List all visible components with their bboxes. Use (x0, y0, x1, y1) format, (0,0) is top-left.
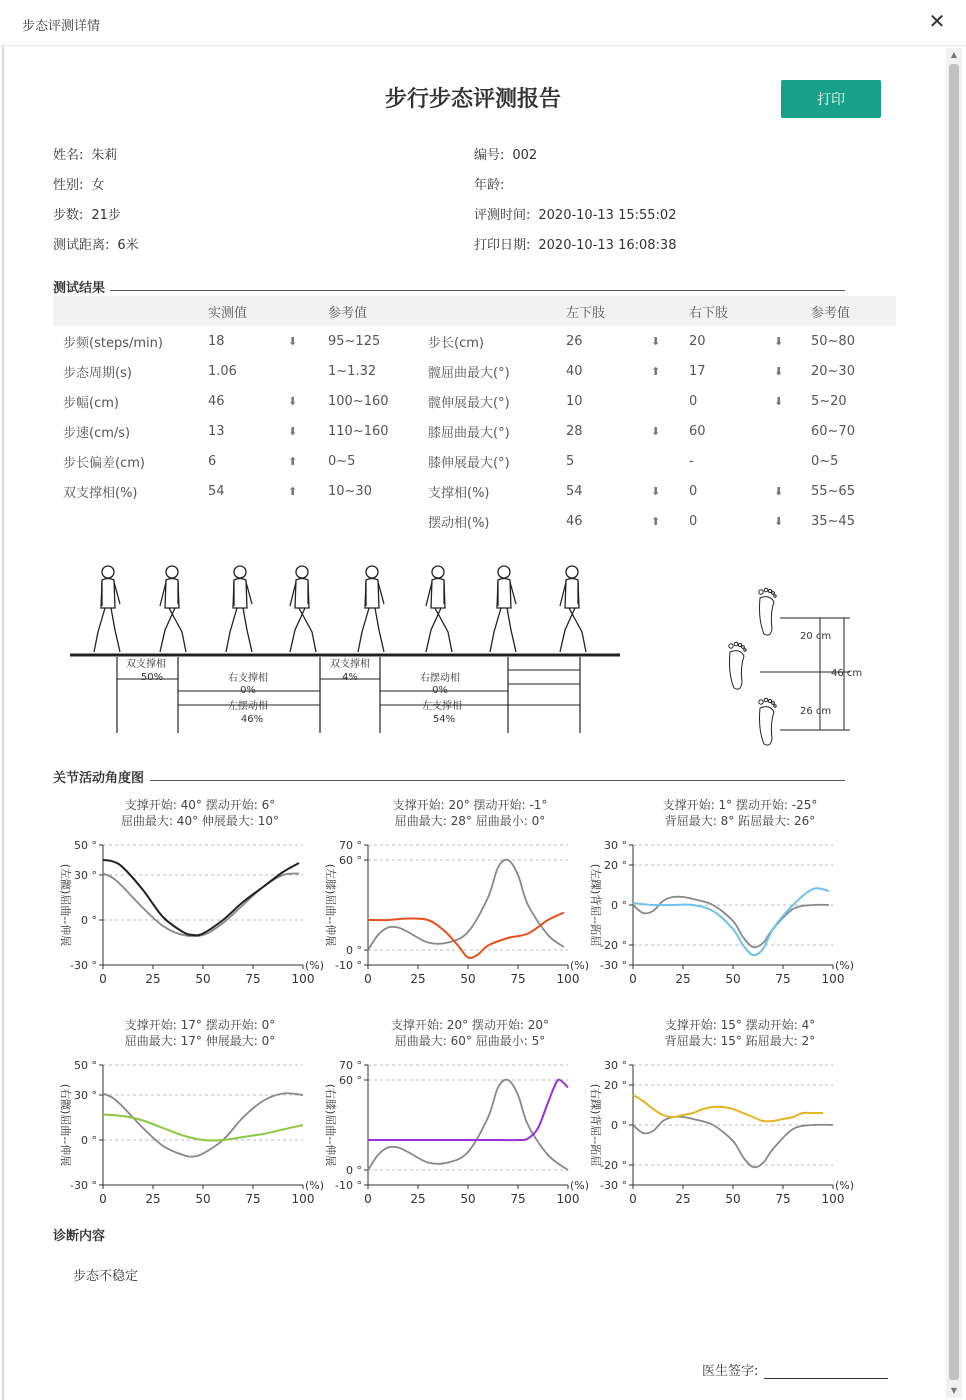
step-top-label: 20 cm (800, 631, 832, 642)
walking-figure (226, 566, 252, 652)
arrow-down-icon: ⬇ (651, 334, 661, 348)
y-tick-label: 0 ° (611, 899, 627, 912)
y-tick-label: -30 ° (600, 959, 627, 972)
print-date-value: 2020-10-13 16:08:38 (538, 238, 677, 253)
y-tick-label: -20 ° (600, 1159, 627, 1172)
x-tick-label: 75 (245, 972, 261, 986)
results-header-cell (288, 296, 328, 326)
arrow-up-icon: ⬆ (651, 514, 661, 528)
gender-label: 性别: (53, 178, 84, 193)
series-line-measured (368, 1080, 568, 1141)
name-label: 姓名: (53, 148, 84, 163)
x-axis-label: (%) (305, 959, 325, 972)
arrow-up-icon: ⬆ (651, 364, 661, 378)
info-gender (53, 174, 104, 193)
y-tick-label: 30 ° (604, 1059, 627, 1072)
x-tick-label: 75 (775, 972, 791, 986)
y-tick-label: 0 ° (611, 1119, 627, 1132)
series-line-measured (633, 1095, 823, 1121)
table-cell: 步长偏差(cm) (63, 455, 145, 471)
right-support-label: 右支撑相 (228, 673, 268, 684)
close-icon[interactable]: ✕ (928, 9, 946, 33)
arrow-down-icon: ⬇ (288, 424, 298, 438)
y-axis-label: (右踝)背屈--跖屈 (589, 1083, 602, 1167)
table-cell: 步速(cm/s) (63, 425, 131, 441)
chart-caption (90, 797, 310, 829)
table-cell: 0 (689, 513, 698, 529)
x-tick-label: 100 (556, 1192, 580, 1206)
distance-label: 测试距离: (53, 238, 110, 253)
doctor-signature (702, 1360, 888, 1379)
table-cell (774, 446, 811, 476)
table-cell: 26 (566, 333, 583, 349)
signature-line[interactable] (764, 1365, 888, 1379)
results-header-row (53, 296, 896, 326)
chart-caption-line2: 屈曲最大: 60° 屈曲最小: 5° (394, 1034, 546, 1048)
double-support-1-value: 50% (140, 672, 164, 683)
info-age (474, 174, 512, 193)
y-tick-label: 20 ° (604, 1079, 627, 1092)
x-tick-label: 75 (510, 972, 526, 986)
id-value: 002 (512, 148, 538, 163)
x-tick-label: 75 (245, 1192, 261, 1206)
table-cell: 13 (208, 423, 225, 439)
x-tick-label: 100 (556, 972, 580, 986)
arrow-down-icon: ⬇ (651, 484, 661, 498)
y-axis-label: (左踝)背屈--跖屈 (589, 863, 602, 947)
chart-caption (90, 1017, 310, 1049)
table-row (53, 326, 896, 356)
table-cell: 0~5 (328, 453, 356, 469)
table-cell: 步长(cm) (428, 335, 484, 351)
y-tick-label: 30 ° (74, 1089, 97, 1102)
table-cell (774, 416, 811, 446)
y-tick-label: 0 ° (81, 1134, 97, 1147)
left-support-value: 54% (432, 714, 456, 725)
joint-angle-chart (580, 835, 855, 1005)
results-header-cell: 右下肢 (689, 296, 774, 326)
y-tick-label: 30 ° (604, 839, 627, 852)
table-cell: 60 (689, 423, 706, 439)
diagnosis-title: 诊断内容 (53, 1229, 106, 1244)
table-cell: 5~20 (811, 393, 847, 409)
footprint-icon (729, 642, 746, 689)
y-tick-label: 0 ° (346, 944, 362, 957)
table-cell: 膝屈曲最大(°) (428, 425, 510, 441)
y-axis-label: (右髋)屈曲--伸展 (59, 1083, 72, 1167)
info-eval-time (474, 204, 676, 223)
info-name (53, 144, 117, 163)
y-tick-label: -30 ° (70, 959, 97, 972)
y-tick-label: -20 ° (600, 939, 627, 952)
walking-figure (160, 566, 186, 652)
arrow-down-icon: ⬇ (774, 364, 784, 378)
info-print-date (474, 234, 676, 253)
table-cell: 1~1.32 (328, 363, 377, 379)
table-cell: 步频(steps/min) (63, 335, 163, 351)
x-tick-label: 0 (364, 1192, 372, 1206)
table-cell (288, 506, 328, 536)
series-line-reference (103, 1093, 303, 1156)
left-support-label: 左支撑相 (422, 701, 462, 712)
right-swing-value: 0% (432, 685, 448, 696)
footprint-icon (759, 698, 776, 745)
arrow-up-icon: ⬆ (288, 484, 298, 498)
x-axis-label: (%) (570, 1179, 590, 1192)
print-button[interactable]: 打印 (781, 80, 881, 118)
joint-divider (150, 780, 845, 781)
scrollbar[interactable] (946, 48, 962, 1398)
table-row (53, 446, 896, 476)
print-date-label: 打印日期: (474, 238, 531, 253)
table-row (53, 356, 896, 386)
step-bottom-label: 26 cm (800, 706, 832, 717)
table-cell: 双支撑相(%) (63, 485, 138, 501)
joint-angle-chart (50, 1055, 325, 1225)
walking-figure (490, 566, 516, 652)
table-cell (328, 506, 428, 536)
table-cell: 110~160 (328, 423, 389, 439)
arrow-down-icon: ⬇ (774, 514, 784, 528)
x-tick-label: 25 (675, 972, 691, 986)
info-distance (53, 234, 139, 253)
x-tick-label: 25 (145, 1192, 161, 1206)
x-tick-label: 50 (460, 972, 476, 986)
x-tick-label: 100 (821, 972, 845, 986)
chart-caption-line1: 支撑开始: 1° 摆动开始: -25° (662, 798, 818, 812)
chart-caption-line2: 屈曲最大: 17° 伸展最大: 0° (124, 1034, 276, 1048)
x-tick-label: 50 (725, 972, 741, 986)
table-cell: 0~5 (811, 453, 839, 469)
arrow-down-icon: ⬇ (774, 484, 784, 498)
results-header-cell: 左下肢 (566, 296, 651, 326)
arrow-down-icon: ⬇ (288, 394, 298, 408)
x-tick-label: 0 (99, 1192, 107, 1206)
results-title: 测试结果 (53, 281, 106, 296)
x-axis-label: (%) (835, 1179, 855, 1192)
scrollbar-thumb[interactable] (949, 64, 959, 1380)
name-value: 朱莉 (91, 148, 118, 163)
table-cell: 20 (689, 333, 706, 349)
table-cell: 髋伸展最大(°) (428, 395, 510, 411)
table-cell: 17 (689, 363, 706, 379)
table-cell: 摆动相(%) (428, 515, 490, 531)
table-row (53, 386, 896, 416)
diagnosis-content: 步态不稳定 (73, 1269, 139, 1284)
results-body (53, 326, 896, 536)
x-tick-label: 0 (99, 972, 107, 986)
walking-figures (94, 566, 586, 652)
results-header-cell: 参考值 (811, 296, 896, 326)
table-cell: 40 (566, 363, 583, 379)
joint-angle-chart (580, 1055, 855, 1225)
joint-angle-chart (315, 1055, 590, 1225)
dialog-header (0, 0, 966, 46)
arrow-down-icon: ⬇ (288, 334, 298, 348)
chart-caption (630, 797, 850, 829)
table-cell: 35~45 (811, 513, 855, 529)
table-cell: 95~125 (328, 333, 381, 349)
y-tick-label: -30 ° (600, 1179, 627, 1192)
chart-caption (360, 1017, 580, 1049)
y-tick-label: 0 ° (346, 1164, 362, 1177)
y-tick-label: -10 ° (335, 1179, 362, 1192)
table-cell: 100~160 (328, 393, 389, 409)
y-tick-label: 70 ° (339, 839, 362, 852)
table-cell (651, 386, 689, 416)
eval-time-value: 2020-10-13 15:55:02 (538, 208, 677, 223)
double-support-2-value: 4% (342, 672, 358, 683)
walking-figure (94, 566, 120, 652)
chart-caption (630, 1017, 850, 1049)
x-tick-label: 50 (460, 1192, 476, 1206)
scroll-down-arrow-icon[interactable]: ▼ (950, 1386, 958, 1395)
table-cell: 0 (689, 393, 698, 409)
table-cell: 步幅(cm) (63, 395, 119, 411)
table-cell: 10 (566, 393, 583, 409)
table-cell: 20~30 (811, 363, 855, 379)
x-tick-label: 100 (291, 972, 315, 986)
arrow-up-icon: ⬆ (288, 454, 298, 468)
table-cell: 支撑相(%) (428, 485, 490, 501)
series-line-measured (103, 1115, 303, 1141)
table-cell (288, 356, 328, 386)
y-tick-label: 20 ° (604, 859, 627, 872)
scroll-up-arrow-icon[interactable]: ▲ (950, 50, 958, 59)
table-cell: 5 (566, 453, 575, 469)
steps-value: 21步 (91, 208, 121, 223)
x-axis-label: (%) (570, 959, 590, 972)
x-tick-label: 100 (821, 1192, 845, 1206)
y-tick-label: 60 ° (339, 1074, 362, 1087)
chart-caption-line2: 背屈最大: 15° 跖屈最大: 2° (664, 1034, 816, 1048)
results-header-cell (428, 296, 566, 326)
x-tick-label: 25 (410, 972, 426, 986)
series-line-reference (368, 860, 564, 950)
table-cell: 46 (208, 393, 225, 409)
arrow-down-icon: ⬇ (774, 394, 784, 408)
y-tick-label: 50 ° (74, 839, 97, 852)
table-cell: - (689, 453, 694, 469)
results-divider (110, 290, 845, 291)
y-tick-label: -30 ° (70, 1179, 97, 1192)
results-table (53, 296, 896, 536)
stride-label: 46 cm (831, 668, 863, 679)
table-cell: 18 (208, 333, 225, 349)
y-axis-label: (左髋)屈曲--伸展 (59, 863, 72, 947)
walking-figure (358, 566, 384, 652)
y-tick-label: 0 ° (81, 914, 97, 927)
x-tick-label: 50 (195, 972, 211, 986)
results-header-cell: 参考值 (328, 296, 428, 326)
table-cell: 1.06 (208, 363, 237, 379)
results-header-cell: 实测值 (208, 296, 288, 326)
x-tick-label: 100 (291, 1192, 315, 1206)
chart-caption-line1: 支撑开始: 17° 摆动开始: 0° (124, 1018, 276, 1032)
chart-caption (360, 797, 580, 829)
x-axis-label: (%) (305, 1179, 325, 1192)
table-cell: 膝伸展最大(°) (428, 455, 510, 471)
dialog-title: 步态评测详情 (22, 19, 101, 34)
table-cell: 54 (208, 483, 225, 499)
footprint-icon (759, 588, 776, 635)
results-header-cell (53, 296, 208, 326)
chart-caption-line1: 支撑开始: 40° 摆动开始: 6° (124, 798, 276, 812)
table-cell: 54 (566, 483, 583, 499)
walking-figure (290, 566, 316, 652)
y-tick-label: 50 ° (74, 1059, 97, 1072)
chart-caption-line1: 支撑开始: 15° 摆动开始: 4° (664, 1018, 816, 1032)
table-cell: 6 (208, 453, 217, 469)
table-cell: 55~65 (811, 483, 855, 499)
table-row (53, 416, 896, 446)
y-tick-label: 70 ° (339, 1059, 362, 1072)
distance-value: 6米 (117, 238, 139, 253)
joint-angle-chart (315, 835, 590, 1005)
info-steps (53, 204, 121, 223)
age-label: 年龄: (474, 178, 505, 193)
series-line-reference (368, 1080, 568, 1170)
table-cell: 60~70 (811, 423, 855, 439)
table-cell (208, 506, 288, 536)
x-tick-label: 25 (675, 1192, 691, 1206)
chart-caption-line1: 支撑开始: 20° 摆动开始: 20° (390, 1018, 550, 1032)
x-tick-label: 75 (510, 1192, 526, 1206)
results-header-cell (774, 296, 811, 326)
arrow-down-icon: ⬇ (651, 424, 661, 438)
table-cell: 步态周期(s) (63, 365, 132, 381)
chart-caption-line2: 屈曲最大: 40° 伸展最大: 10° (120, 814, 280, 828)
table-cell: 50~80 (811, 333, 855, 349)
left-swing-value: 46% (240, 714, 264, 725)
series-line-reference (633, 1117, 833, 1168)
x-tick-label: 25 (410, 1192, 426, 1206)
results-header-cell (651, 296, 689, 326)
left-swing-label: 左摆动相 (228, 701, 268, 712)
table-row (53, 476, 896, 506)
table-cell: 28 (566, 423, 583, 439)
x-axis-label: (%) (835, 959, 855, 972)
gait-phase-diagram (60, 560, 880, 750)
x-tick-label: 50 (195, 1192, 211, 1206)
double-support-1-label: 双支撑相 (126, 659, 166, 670)
y-axis-label: (右膝)屈曲--伸展 (324, 1083, 337, 1167)
y-tick-label: -10 ° (335, 959, 362, 972)
table-cell: 髋屈曲最大(°) (428, 365, 510, 381)
x-tick-label: 75 (775, 1192, 791, 1206)
id-label: 编号: (474, 148, 505, 163)
y-tick-label: 60 ° (339, 854, 362, 867)
table-cell: 10~30 (328, 483, 372, 499)
right-swing-label: 右摆动相 (420, 673, 460, 684)
signature-label: 医生签字: (702, 1364, 759, 1379)
table-cell (651, 446, 689, 476)
footprints (729, 588, 776, 745)
x-tick-label: 0 (364, 972, 372, 986)
report-title: 步行步态评测报告 (384, 87, 561, 112)
chart-caption-line2: 屈曲最大: 28° 屈曲最小: 0° (394, 814, 546, 828)
x-tick-label: 25 (145, 972, 161, 986)
joint-chart-title: 关节活动角度图 (53, 771, 145, 786)
table-cell (53, 506, 208, 536)
y-tick-label: 30 ° (74, 869, 97, 882)
table-row (53, 506, 896, 536)
walking-figure (426, 566, 452, 652)
table-cell: 46 (566, 513, 583, 529)
gender-value: 女 (91, 178, 105, 193)
walking-figure (560, 566, 586, 652)
table-cell: 0 (689, 483, 698, 499)
chart-caption-line1: 支撑开始: 20° 摆动开始: -1° (392, 798, 548, 812)
steps-label: 步数: (53, 208, 84, 223)
arrow-down-icon: ⬇ (774, 334, 784, 348)
x-tick-label: 50 (725, 1192, 741, 1206)
info-id (474, 144, 537, 163)
x-tick-label: 0 (629, 972, 637, 986)
right-support-value: 0% (240, 685, 256, 696)
joint-angle-chart (50, 835, 325, 1005)
double-support-2-label: 双支撑相 (330, 659, 370, 670)
chart-caption-line2: 背屈最大: 8° 跖屈最大: 26° (664, 814, 816, 828)
x-tick-label: 0 (629, 1192, 637, 1206)
eval-time-label: 评测时间: (474, 208, 531, 223)
left-border (2, 46, 4, 1400)
y-axis-label: (左膝)屈曲--伸展 (324, 863, 337, 947)
